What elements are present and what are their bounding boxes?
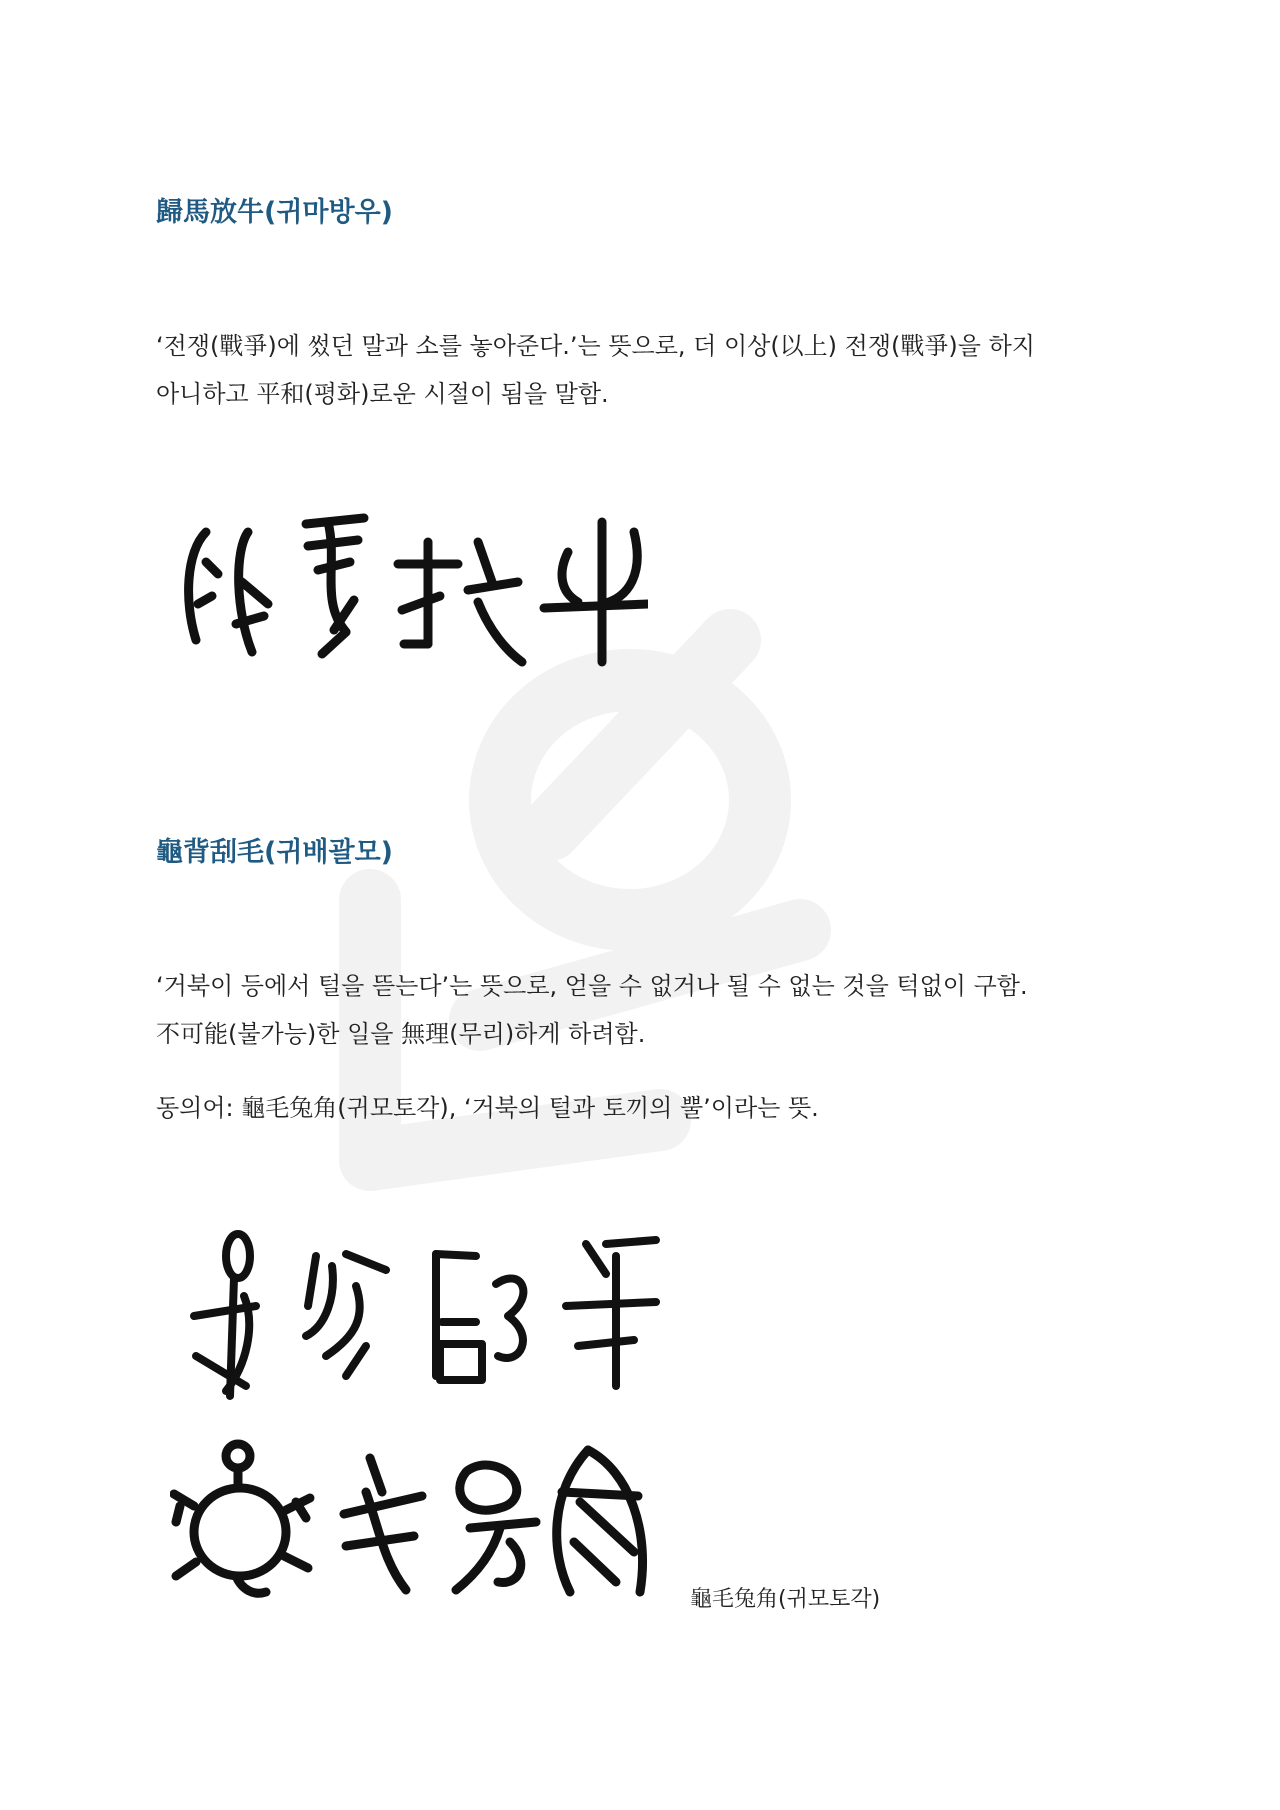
image-caption: 龜毛兔角(귀모토각) (690, 1587, 881, 1612)
body-line: 不可能(불가능)한 일을 無理(무리)하게 하려함. (156, 1020, 646, 1048)
logo-watermark (330, 600, 990, 1260)
body-line: ‘거북이 등에서 털을 뜯는다’는 뜻으로, 얻을 수 없거나 될 수 없는 것을 턱없이 구함. (156, 972, 1028, 1000)
section-body-1 (156, 322, 1136, 418)
section-title-2: 龜背刮毛(귀배괄모) (156, 837, 394, 868)
oracle-glyphs-gwimabangwoo (178, 512, 648, 672)
section-body-2 (156, 962, 1136, 1132)
oracle-glyphs-gwimotogak (170, 1432, 680, 1602)
body-line: 아니하고 平和(평화)로운 시절이 됨을 말함. (156, 380, 609, 408)
oracle-glyphs-gwibaegwalmo (186, 1226, 666, 1406)
synonym-line: 동의어: 龜毛兔角(귀모토각), ‘거북의 털과 토끼의 뿔’이라는 뜻. (156, 1094, 819, 1122)
body-line: ‘전쟁(戰爭)에 썼던 말과 소를 놓아준다.’는 뜻으로, 더 이상(以上) 전쟁(戰爭)을 하지 (156, 332, 1035, 360)
section-title-1: 歸馬放牛(귀마방우) (156, 197, 394, 228)
